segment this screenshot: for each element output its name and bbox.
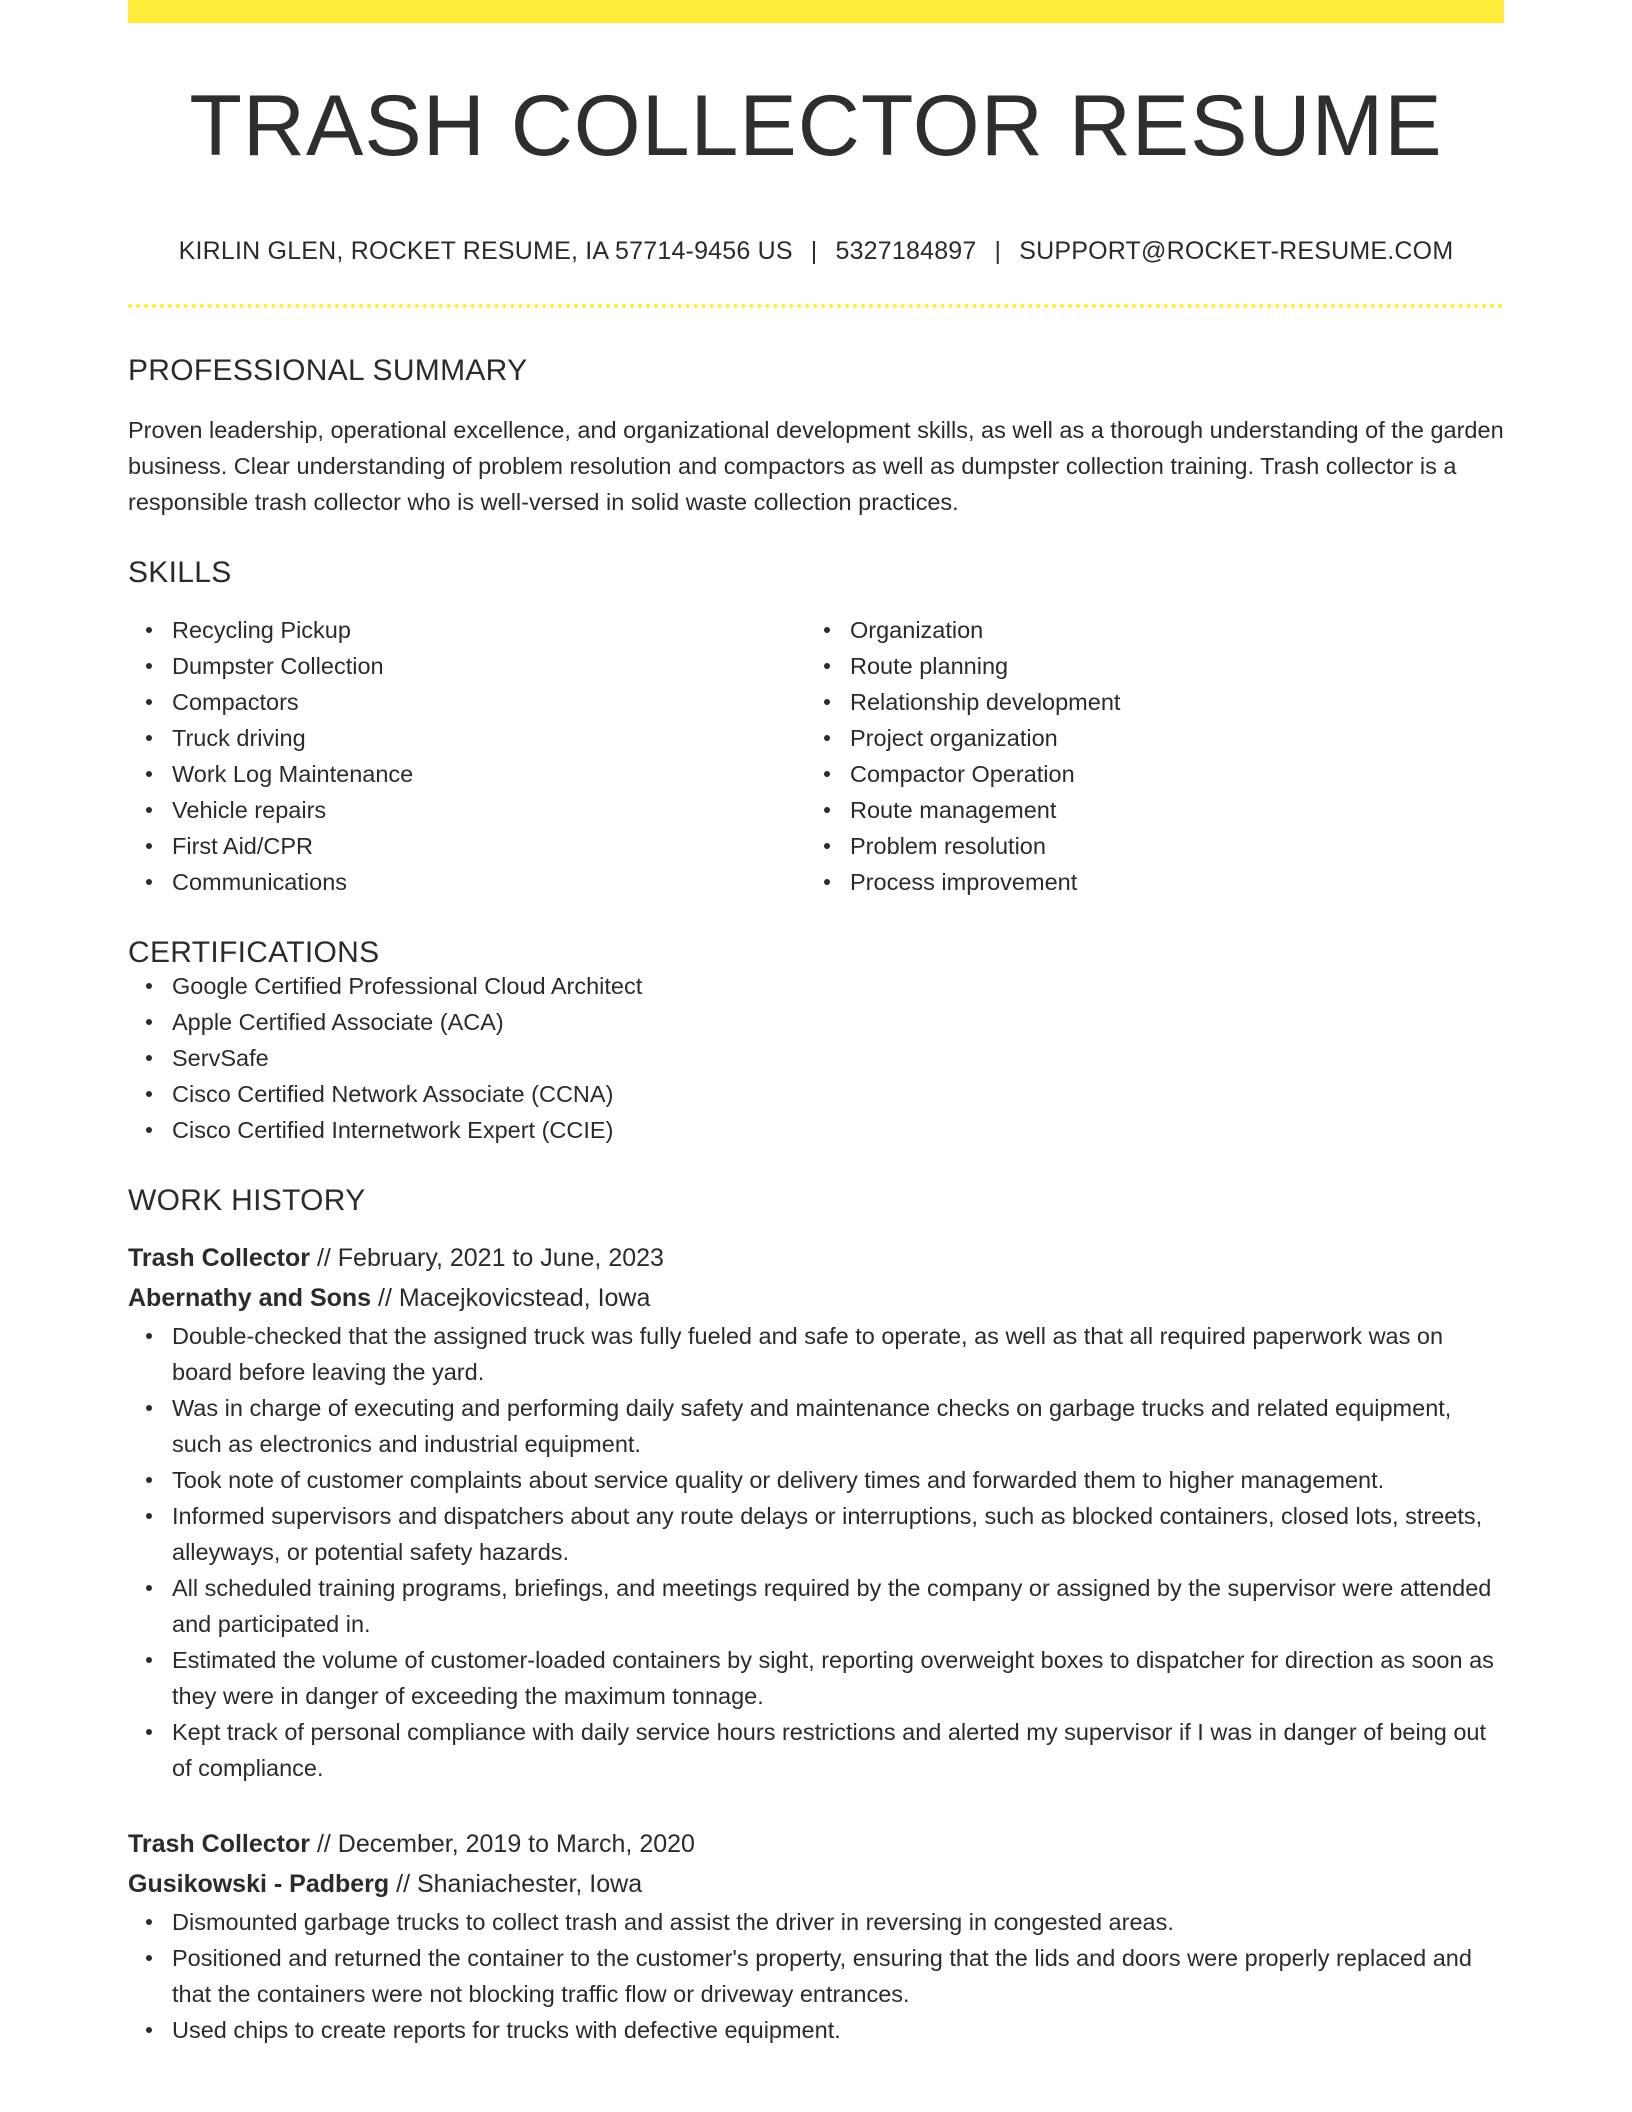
job-company-line [128,1278,1504,1318]
summary-text: Proven leadership, operational excellence, and organizational development skills, as well as a thorough understanding of the garden business. Clear understanding of problem resolution and compactors as well as dumpster collection training. Trash collector is a responsible trash collector who is well-versed in solid waste collection practices. [128,417,1504,515]
job-duty-item: Used chips to create reports for trucks with defective equipment. [172,2012,1504,2048]
skill-item: First Aid/CPR [172,828,806,864]
skill-item: Dumpster Collection [172,648,806,684]
skill-item: Work Log Maintenance [172,756,806,792]
job-duty-item: Positioned and returned the container to the customer's property, ensuring that the lids and doors were properly replaced and that the containers were not blocking traffic flow or driveway entrances. [172,1940,1504,2012]
job-duty-item: Informed supervisors and dispatchers about any route delays or interruptions, such as blocked containers, closed lots, streets, alleyways, or potential safety hazards. [172,1498,1504,1570]
job-dates: // December, 2019 to March, 2020 [310,1830,695,1858]
contact-line [128,239,1504,264]
resume-page [128,0,1504,2048]
certification-item: Cisco Certified Internetwork Expert (CCIE) [172,1112,1504,1148]
contact-phone: 5327184897 [835,237,977,265]
skill-item: Truck driving [172,720,806,756]
contact-address: KIRLIN GLEN, ROCKET RESUME, IA 57714-9456 US [178,237,793,265]
skills-grid [128,612,1504,900]
job-entry [128,1824,1504,2048]
job-duty-item: Double-checked that the assigned truck was fully fueled and safe to operate, as well as that all required paperwork was on board before leaving the yard. [172,1318,1504,1390]
work-history-heading: WORK HISTORY [128,1184,366,1217]
certification-item: ServSafe [172,1040,1504,1076]
job-company: Gusikowski - Padberg [128,1870,390,1898]
job-role: Trash Collector [128,1244,310,1272]
job-duty-item: Dismounted garbage trucks to collect trash and assist the driver in reversing in congested areas. [172,1904,1504,1940]
certification-item: Cisco Certified Network Associate (CCNA) [172,1076,1504,1112]
header-divider [128,304,1504,308]
skills-column-right [806,612,1484,900]
job-duties-list [128,1904,1504,2048]
accent-top-bar [128,0,1504,23]
skill-item: Organization [850,612,1484,648]
skills-column-left [128,612,806,900]
job-entry [128,1238,1504,1786]
contact-email[interactable]: SUPPORT@ROCKET-RESUME.COM [1019,237,1454,265]
skill-item: Problem resolution [850,828,1484,864]
skill-item: Vehicle repairs [172,792,806,828]
skill-item: Compactor Operation [850,756,1484,792]
job-dates: // February, 2021 to June, 2023 [310,1244,664,1272]
job-role-line [128,1824,1504,1864]
skill-item: Project organization [850,720,1484,756]
job-duty-item: All scheduled training programs, briefings, and meetings required by the company or assigned by the supervisor were attended and participated in. [172,1570,1504,1642]
summary-heading: PROFESSIONAL SUMMARY [128,354,528,387]
job-location: // Shaniachester, Iowa [389,1870,643,1898]
certifications-list [128,968,1504,1148]
skill-item: Compactors [172,684,806,720]
job-company-line [128,1864,1504,1904]
skill-item: Relationship development [850,684,1484,720]
skills-heading: SKILLS [128,556,232,589]
job-role-line [128,1238,1504,1278]
job-role: Trash Collector [128,1830,310,1858]
job-duty-item: Was in charge of executing and performing daily safety and maintenance checks on garbage trucks and related equipment, such as electronics and industrial equipment. [172,1390,1504,1462]
contact-separator: | [810,237,818,265]
skills-list-left [128,612,806,900]
skills-list-right [806,612,1484,900]
contact-separator: | [994,237,1002,265]
certification-item: Apple Certified Associate (ACA) [172,1004,1504,1040]
job-location: // Macejkovicstead, Iowa [371,1284,651,1312]
skill-item: Communications [172,864,806,900]
resume-title: TRASH COLLECTOR RESUME [189,78,1443,174]
skill-item: Route management [850,792,1484,828]
job-company: Abernathy and Sons [128,1284,372,1312]
skill-item: Route planning [850,648,1484,684]
job-duty-item: Kept track of personal compliance with daily service hours restrictions and alerted my supervisor if I was in danger of being out of compliance. [172,1714,1504,1786]
job-duty-item: Took note of customer complaints about service quality or delivery times and forwarded them to higher management. [172,1462,1504,1498]
skill-item: Recycling Pickup [172,612,806,648]
certifications-heading: CERTIFICATIONS [128,936,380,969]
job-duty-item: Estimated the volume of customer-loaded containers by sight, reporting overweight boxes to dispatcher for direction as soon as they were in danger of exceeding the maximum tonnage. [172,1642,1504,1714]
job-duties-list [128,1318,1504,1786]
skill-item: Process improvement [850,864,1484,900]
certification-item: Google Certified Professional Cloud Architect [172,968,1504,1004]
